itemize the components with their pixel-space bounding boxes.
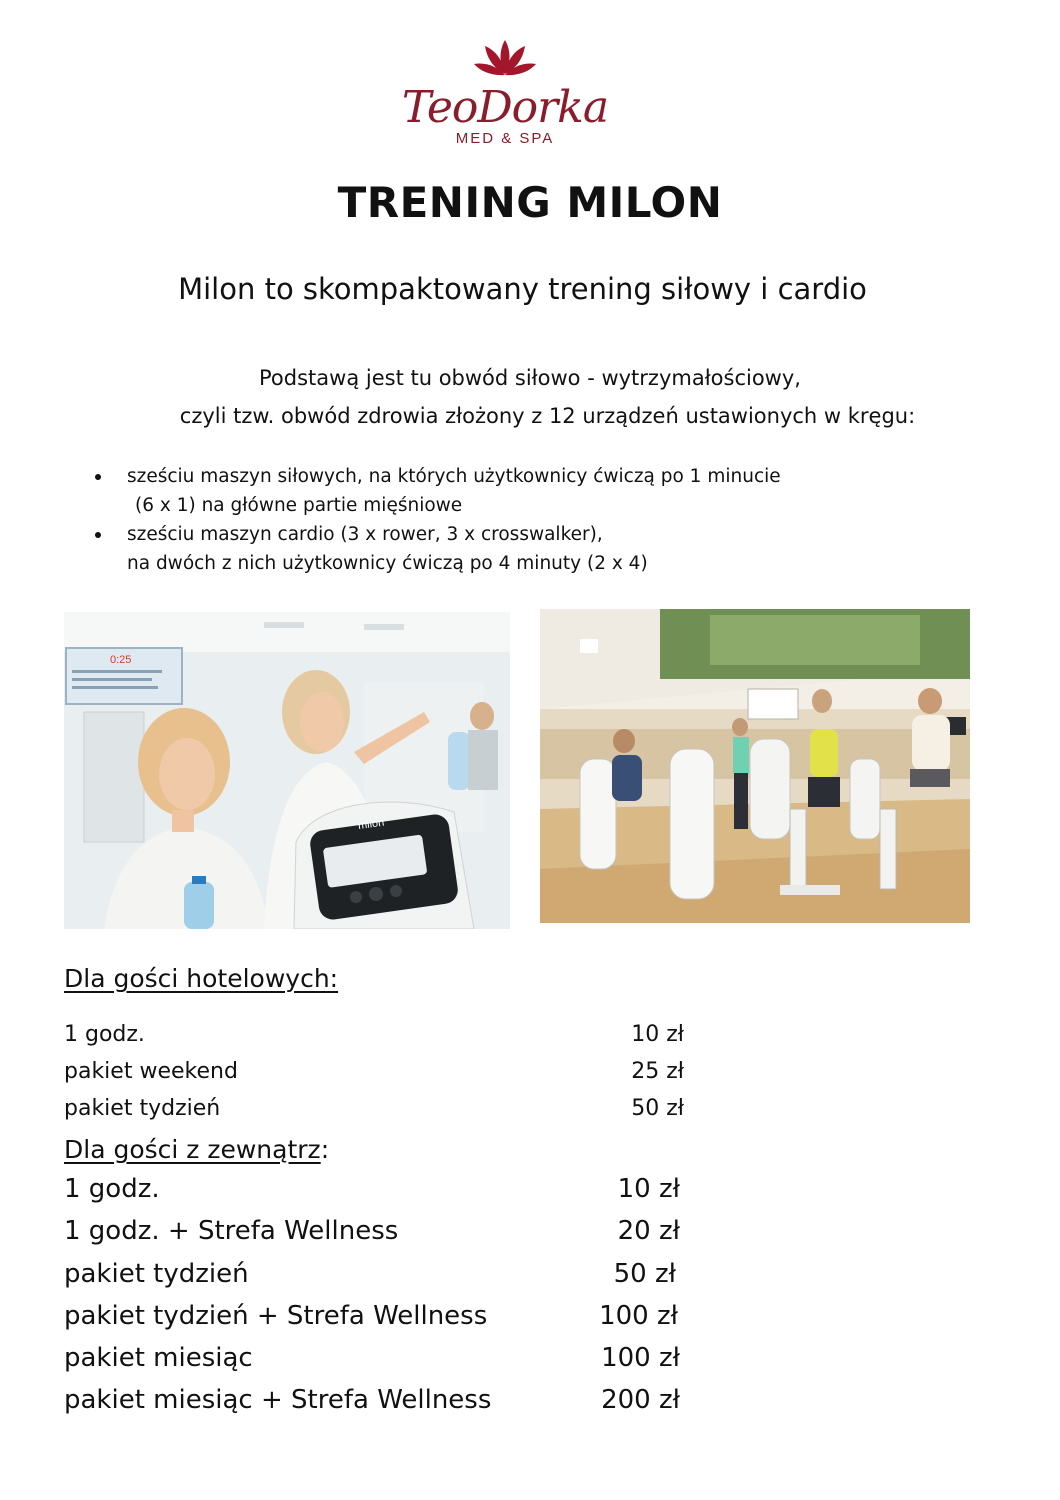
intro-line-2: czyli tzw. obwód zdrowia złożony z 12 urządzeń ustawionych w kręgu: xyxy=(179,404,916,428)
page-title: TRENING MILON xyxy=(337,178,723,227)
price-label: 1 godz. + Strefa Wellness xyxy=(64,1216,399,1246)
bullet-text-line1: sześciu maszyn siłowych, na których użytkownicy ćwiczą po 1 minucie xyxy=(127,466,781,487)
price-value: 50 zł xyxy=(631,1096,684,1121)
bullet-icon xyxy=(95,474,101,480)
price-value: 20 zł xyxy=(617,1216,680,1246)
list-item xyxy=(95,462,895,520)
price-row xyxy=(64,1096,684,1126)
external-guests-heading: Dla gości z zewnątrz: xyxy=(64,1135,330,1164)
price-row xyxy=(64,1216,680,1252)
lotus-icon xyxy=(473,38,537,78)
price-label: pakiet tydzień + Strefa Wellness xyxy=(64,1301,488,1331)
page-subtitle: Milon to skompaktowany trening siłowy i cardio xyxy=(178,272,867,306)
logo-wordmark: TeoDorka xyxy=(401,82,609,133)
machine-brand-label: milon xyxy=(357,816,385,833)
price-row xyxy=(64,1343,680,1379)
bullet-text-line2: na dwóch z nich użytkownicy ćwiczą po 4 minuty (2 x 4) xyxy=(127,553,648,574)
price-row xyxy=(64,1385,680,1421)
price-value: 100 zł xyxy=(601,1343,680,1373)
price-value: 25 zł xyxy=(631,1059,684,1084)
photo-women-training xyxy=(64,612,510,929)
price-label: pakiet tydzień xyxy=(64,1096,221,1121)
photo-gym-hall xyxy=(540,609,970,923)
price-value: 50 zł xyxy=(613,1259,676,1289)
bullet-text-line1: sześciu maszyn cardio (3 x rower, 3 x crosswalker), xyxy=(127,524,603,545)
list-item xyxy=(95,520,895,578)
logo-subtitle: MED & SPA xyxy=(455,130,555,147)
price-label: pakiet miesiąc + Strefa Wellness xyxy=(64,1385,492,1415)
bullet-text-line2: (6 x 1) na główne partie mięśniowe xyxy=(135,495,463,516)
price-row xyxy=(64,1174,680,1210)
price-value: 10 zł xyxy=(631,1022,684,1047)
price-value: 10 zł xyxy=(617,1174,680,1204)
brand-logo xyxy=(385,38,625,158)
screen-timer: 0:25 xyxy=(110,654,132,666)
price-row xyxy=(64,1022,684,1052)
price-row xyxy=(64,1059,684,1089)
intro-line-1: Podstawą jest tu obwód siłowo - wytrzymałościowy, xyxy=(259,366,801,390)
price-value: 200 zł xyxy=(601,1385,680,1415)
price-value: 100 zł xyxy=(599,1301,678,1331)
price-row xyxy=(64,1259,676,1295)
price-label: pakiet miesiąc xyxy=(64,1343,253,1373)
price-label: pakiet tydzień xyxy=(64,1259,249,1289)
price-label: pakiet weekend xyxy=(64,1059,238,1084)
price-label: 1 godz. xyxy=(64,1174,160,1204)
bullet-icon xyxy=(95,532,101,538)
price-label: 1 godz. xyxy=(64,1022,145,1047)
hotel-guests-heading: Dla gości hotelowych: xyxy=(64,964,339,993)
machine-list xyxy=(95,462,895,578)
price-row xyxy=(64,1301,678,1337)
